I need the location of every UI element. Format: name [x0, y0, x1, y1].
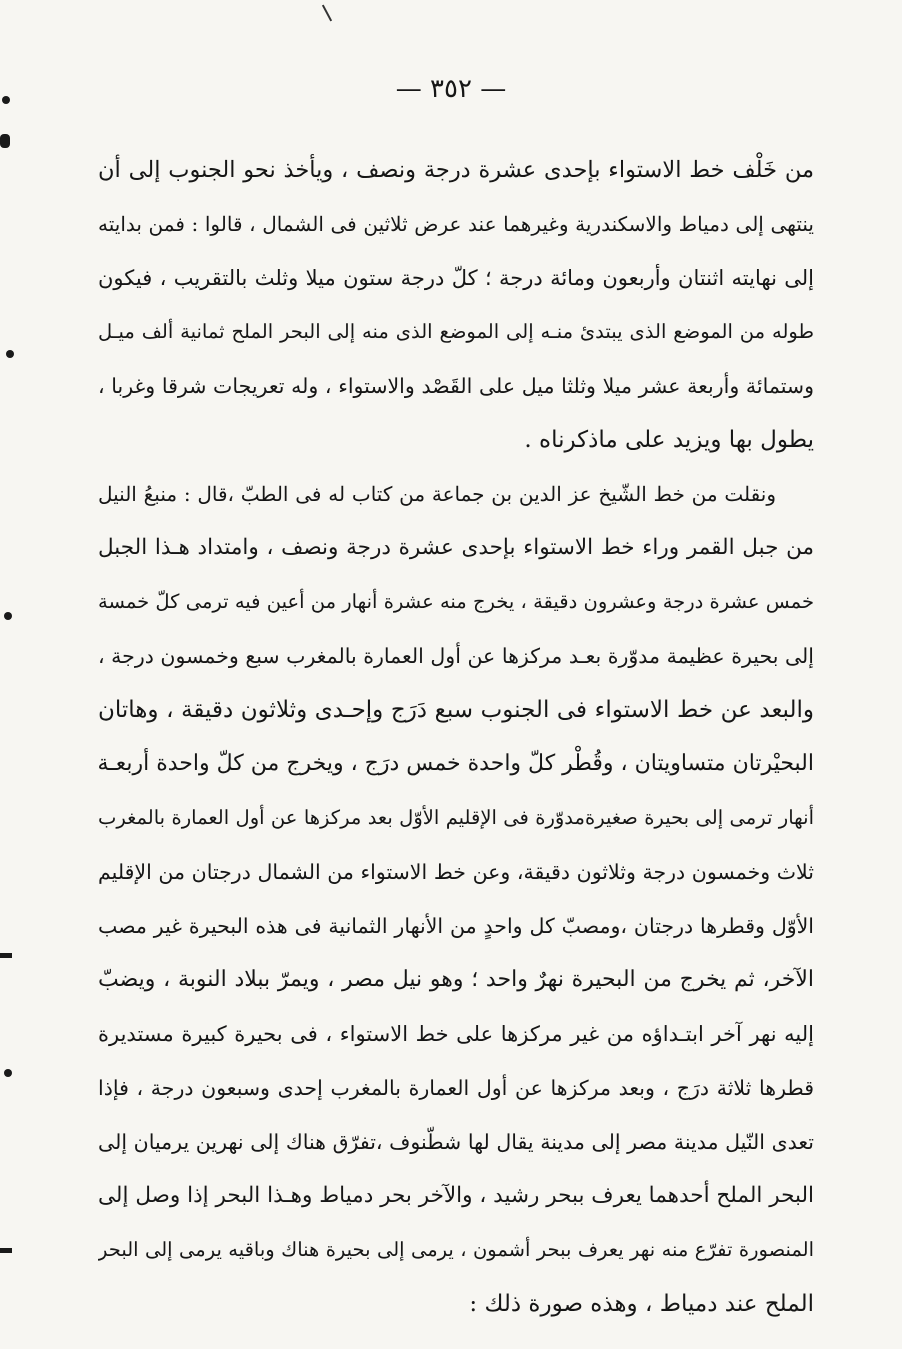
- scan-dot: [4, 1069, 12, 1077]
- text-line: البحيْرتان متساويتان ، وقُطْر كلّ واحدة خمس درَج ، ويخرج من كلّ واحدة أربعـة: [98, 751, 814, 776]
- text-line: من خَلْف خط الاستواء بإحدى عشرة درجة ونصف ، ويأخذ نحو الجنوب إلى أن: [98, 157, 814, 183]
- scan-dot: [6, 350, 14, 358]
- text-line: ينتهى إلى دمياط والاسكندرية وغيرهما عند عرض ثلاثين فى الشمال ، قالوا : فمن بدايته: [98, 212, 814, 236]
- scan-dot: [0, 134, 10, 148]
- scan-tick-mark: [322, 5, 332, 22]
- text-line: البحر الملح أحدهما يعرف ببحر رشيد ، والآخر بحر دمياط وهـذا البحر إذا وصل إلى: [98, 1183, 814, 1208]
- text-line: من جبل القمر وراء خط الاستواء بإحدى عشرة درجة ونصف ، وامتداد هـذا الجبل: [98, 535, 814, 560]
- text-line: ونقلت من خط الشّيخ عز الدين بن جماعة من كتاب له فى الطبّ ،قال : منبعُ النيل: [98, 482, 776, 506]
- text-line: وستمائة وأربعة عشر ميلا وثلثا ميل على القَصْد والاستواء ، وله تعريجات شرقا وغربا ،: [98, 374, 814, 398]
- page-number: — ٣٥٢ —: [395, 74, 507, 104]
- text-line: تعدى النّيل مدينة مصر إلى مدينة يقال لها شطّنوف ،تفرّق هناك إلى نهرين يرميان إلى: [98, 1130, 814, 1154]
- text-line: إلى نهايته اثنتان وأربعون ومائة درجة ؛ كلّ درجة ستون ميلا وثلث بالتقريب ، فيكون: [98, 266, 814, 290]
- text-line: ثلاث وخمسون درجة وثلاثون دقيقة، وعن خط الاستواء من الشمال درجتان من الإقليم: [98, 860, 814, 884]
- text-line: قطرها ثلاثة درَج ، وبعد مركزها عن أول العمارة بالمغرب إحدى وسبعون درجة ، فإذا: [98, 1076, 814, 1100]
- text-line: والبعد عن خط الاستواء فى الجنوب سبع دَرَج وإحـدى وثلاثون دقيقة ، وهاتان: [98, 697, 814, 723]
- text-line: خمس عشرة درجة وعشرون دقيقة ، يخرج منه عشرة أنهار من أعين فيه ترمى كلّ خمسة: [98, 590, 814, 613]
- text-line: المنصورة تفرّع منه نهر يعرف ببحر أشمون ، يرمى إلى بحيرة هناك وباقيه يرمى إلى البحر: [98, 1238, 814, 1261]
- scan-dash: [0, 1248, 12, 1253]
- scan-dot: [4, 612, 12, 620]
- scan-dash: [0, 953, 12, 958]
- text-line: طوله من الموضع الذى يبتدئ منـه إلى الموضع الذى منه إلى البحر الملح ثمانية ألف ميـل: [98, 320, 814, 343]
- text-line: الأوّل وقطرها درجتان ،ومصبّ كل واحدٍ من الأنهار الثمانية فى هذه البحيرة غير مصب: [98, 914, 814, 938]
- body-text: [98, 143, 814, 1331]
- text-line: الآخر، ثم يخرج من البحيرة نهرٌ واحد ؛ وهو نيل مصر ، ويمرّ ببلاد النوبة ، ويضبّ: [98, 967, 814, 992]
- text-line: إلى بحيرة عظيمة مدوّرة بعـد مركزها عن أول العمارة بالمغرب سبع وخمسون درجة ،: [98, 644, 814, 668]
- text-line: يطول بها ويزيد على ماذكرناه .: [524, 427, 814, 453]
- text-line: الملح عند دمياط ، وهذه صورة ذلك :: [469, 1291, 814, 1317]
- text-line: أنهار ترمى إلى بحيرة صغيرةمدوّرة فى الإقليم الأوّل بعد مركزها عن أول العمارة بالمغرب: [98, 806, 814, 829]
- text-line: إليه نهر آخر ابتـداؤه من غير مركزها على خط الاستواء ، فى بحيرة كبيرة مستديرة: [98, 1022, 814, 1046]
